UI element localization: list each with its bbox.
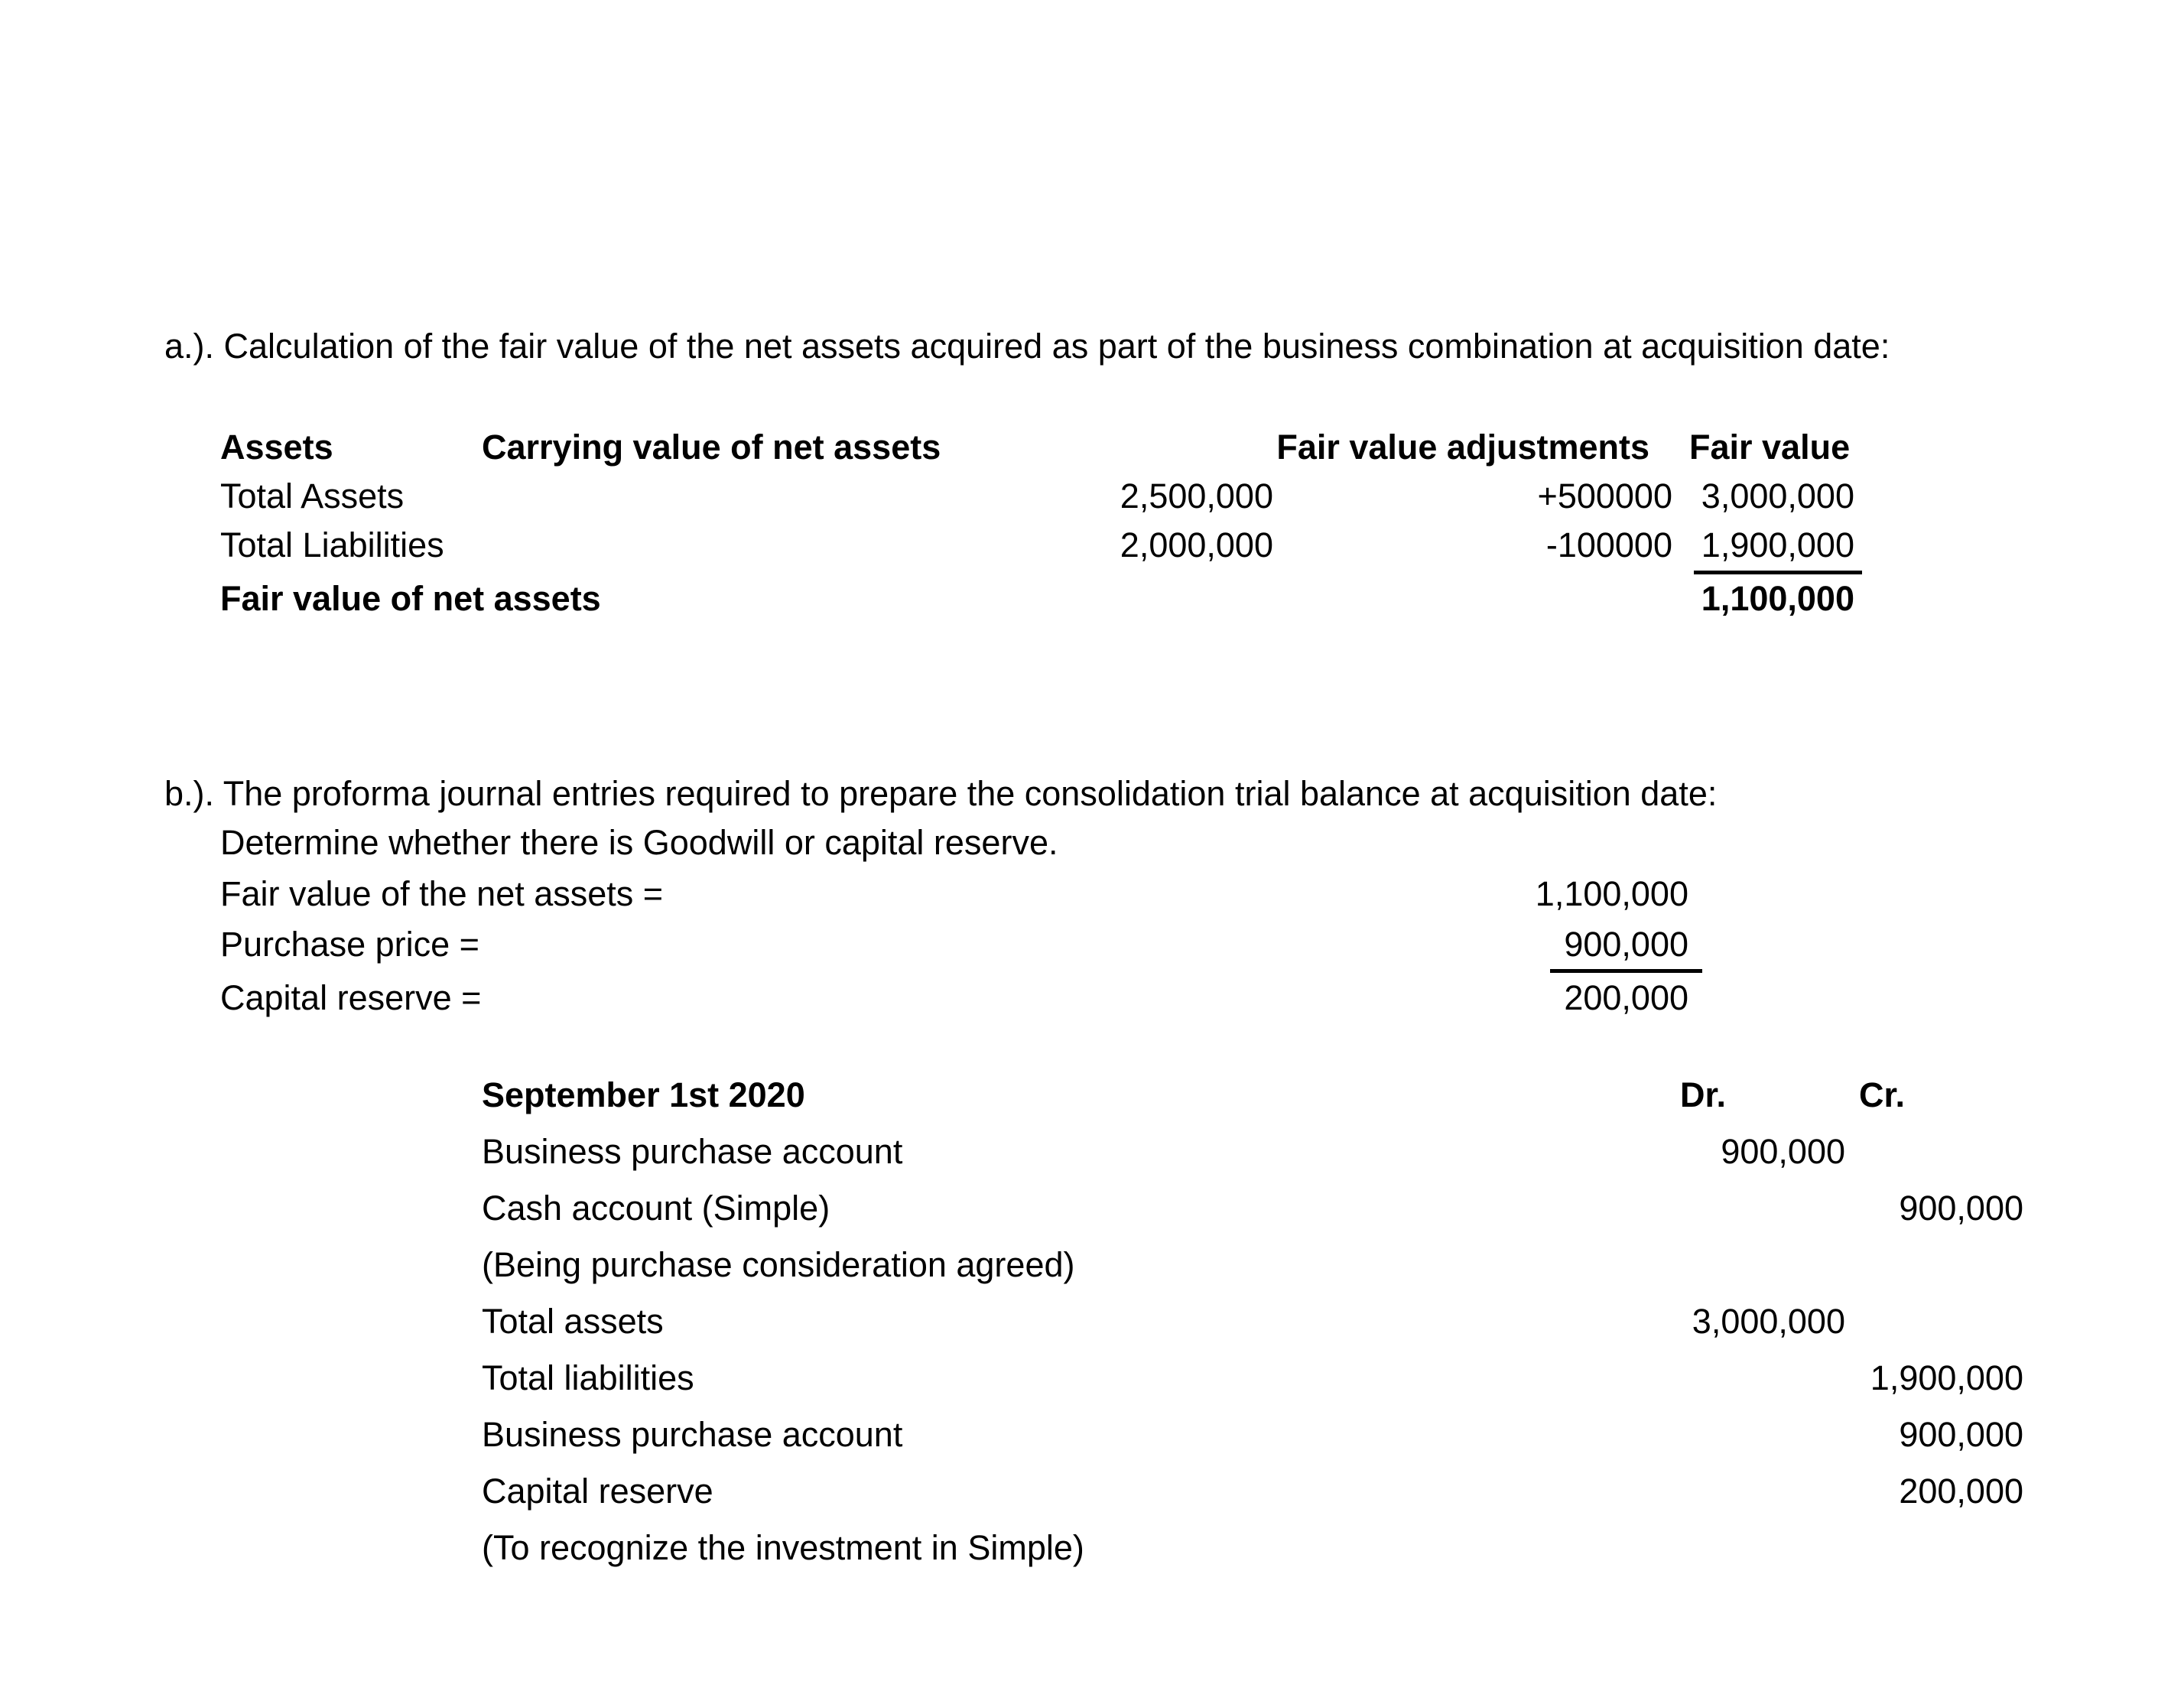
entry-description: Total liabilities xyxy=(482,1358,694,1397)
calc-label: Fair value of the net assets = xyxy=(220,874,664,913)
row-label: Total Liabilities xyxy=(220,525,444,564)
debit-amount xyxy=(1680,1520,1845,1576)
debit-amount: 900,000 xyxy=(1721,1132,1845,1171)
calc-label: Capital reserve = xyxy=(220,978,482,1017)
carrying-value: 2,500,000 xyxy=(1120,476,1273,516)
debit-amount xyxy=(1680,1237,1845,1293)
journal-entry-row xyxy=(482,1180,2023,1237)
credit-amount xyxy=(1859,1293,2023,1350)
credit-amount: 900,000 xyxy=(1899,1415,2023,1454)
underlined-total: 1,900,000 xyxy=(1694,526,1862,574)
entry-narration: (Being purchase consideration agreed) xyxy=(482,1245,1075,1284)
calc-line xyxy=(220,973,1688,1023)
fair-value: 3,000,000 xyxy=(1701,476,1854,516)
column-spacer xyxy=(1845,1463,1859,1520)
column-spacer xyxy=(1845,1180,1859,1237)
journal-entry-row xyxy=(482,1124,2023,1180)
credit-column-header: Cr. xyxy=(1859,1075,1906,1114)
entry-description: Business purchase account xyxy=(482,1415,903,1454)
fair-value-table xyxy=(220,423,1854,623)
column-spacer xyxy=(1845,1520,1859,1576)
section-a-heading: a.). Calculation of the fair value of the net assets acquired as part of the business combination at acquisition date: xyxy=(164,327,1890,366)
column-header-adjustments: Fair value adjustments xyxy=(1276,428,1649,467)
journal-header-row xyxy=(482,1067,2023,1124)
calc-value xyxy=(1550,919,1688,973)
journal-entries xyxy=(482,1067,2023,1576)
journal-entry-row xyxy=(482,1463,2023,1520)
column-spacer xyxy=(1845,1293,1859,1350)
journal-date: September 1st 2020 xyxy=(482,1075,805,1114)
entry-description: Business purchase account xyxy=(482,1132,903,1171)
entry-description: Total assets xyxy=(482,1302,664,1341)
column-header-carrying: Carrying value of net assets xyxy=(482,428,941,467)
journal-narration-row xyxy=(482,1237,2023,1293)
underlined-purchase-price: 900,000 xyxy=(1550,925,1702,973)
entry-description: Cash account (Simple) xyxy=(482,1189,830,1228)
column-spacer xyxy=(1845,1237,1859,1293)
debit-column-header: Dr. xyxy=(1680,1075,1727,1114)
debit-amount xyxy=(1680,1463,1845,1520)
fair-value xyxy=(1672,521,1854,574)
journal-narration-row xyxy=(482,1520,2023,1576)
table-row xyxy=(220,521,1854,574)
credit-amount: 1,900,000 xyxy=(1870,1358,2023,1397)
calc-line xyxy=(220,869,1688,919)
column-spacer xyxy=(1845,1067,1859,1124)
debit-amount: 3,000,000 xyxy=(1692,1302,1845,1341)
credit-amount xyxy=(1859,1237,2023,1293)
calc-value: 1,100,000 xyxy=(1535,874,1688,913)
credit-amount xyxy=(1859,1124,2023,1180)
goodwill-calculation xyxy=(220,869,1688,1023)
credit-amount: 900,000 xyxy=(1899,1189,2023,1228)
fair-value-adjustment: +500000 xyxy=(1537,476,1672,516)
table-total-row xyxy=(220,574,1854,623)
column-spacer xyxy=(1845,1407,1859,1463)
table-header-row xyxy=(220,423,1854,472)
debit-amount xyxy=(1680,1350,1845,1407)
carrying-value xyxy=(482,574,1273,623)
column-header-fair-value: Fair value xyxy=(1689,428,1851,467)
column-header-assets: Assets xyxy=(220,428,333,467)
credit-amount xyxy=(1859,1520,2023,1576)
row-label: Fair value of net assets xyxy=(220,579,601,618)
debit-amount xyxy=(1680,1180,1845,1237)
section-b-subheading: Determine whether there is Goodwill or capital reserve. xyxy=(220,823,1058,862)
column-spacer xyxy=(1845,1124,1859,1180)
entry-description: Capital reserve xyxy=(482,1472,713,1511)
journal-entry-row xyxy=(482,1407,2023,1463)
fair-value-adjustment: -100000 xyxy=(1545,525,1672,564)
column-spacer xyxy=(1845,1350,1859,1407)
journal-entry-row xyxy=(482,1293,2023,1350)
debit-amount xyxy=(1680,1407,1845,1463)
fair-value-total: 1,100,000 xyxy=(1701,579,1854,618)
table-row xyxy=(220,472,1854,521)
calc-label: Purchase price = xyxy=(220,925,479,964)
carrying-value: 2,000,000 xyxy=(1120,525,1273,564)
calc-line xyxy=(220,919,1688,973)
journal-entry-row xyxy=(482,1350,2023,1407)
entry-narration: (To recognize the investment in Simple) xyxy=(482,1528,1084,1567)
fair-value-adjustment xyxy=(1273,574,1672,623)
section-b-heading: b.). The proforma journal entries required to prepare the consolidation trial balance at acquisition date: xyxy=(164,774,1718,813)
row-label: Total Assets xyxy=(220,476,405,516)
calc-value: 200,000 xyxy=(1564,978,1688,1017)
credit-amount: 200,000 xyxy=(1899,1472,2023,1511)
